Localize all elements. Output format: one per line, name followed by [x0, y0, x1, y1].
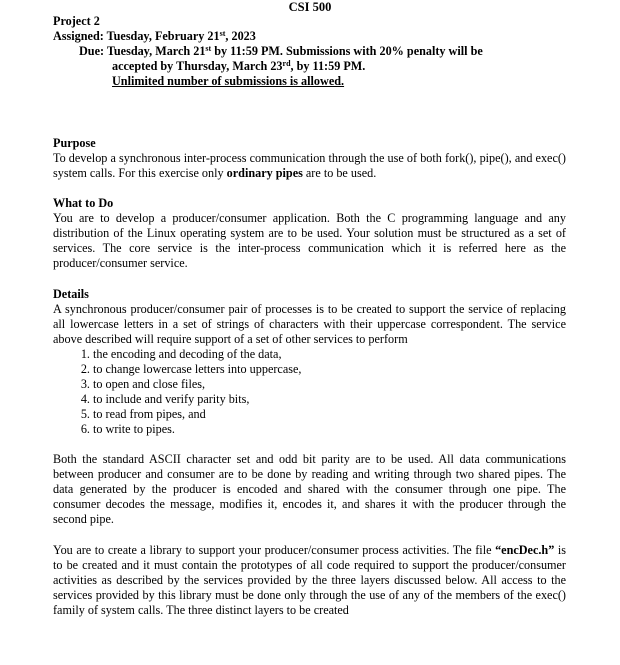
assigned-date: Assigned: Tuesday, February 21st, 2023	[53, 29, 256, 43]
services-list	[53, 347, 566, 437]
details-heading: Details	[53, 287, 89, 301]
due-line-2: accepted by Thursday, March 23rd, by 11:59 PM.	[112, 59, 366, 73]
list-item: 6. to write to pipes.	[93, 422, 566, 437]
paragraph-text: Both the standard ASCII character set and odd bit parity are to be used. All data communications between producer and consumer are to be done by reading and writing through two shared pipes. The data generated by the producer is encoded and shared with the consumer through one pipe. The consumer decodes the message, modifies it, encodes it, and shares it with the producer through the second pipe.	[53, 452, 566, 526]
course-title: CSI 500	[288, 0, 332, 14]
paragraph-text: You are to create a library to support your producer/consumer process activities. The file “encDec.h” is to be created and it must contain the prototypes of all code required to support the producer/consumer activities as described by the services provided by the three layers discussed below. All access to the services provided by this library must be done only through the use of any of the members of the exec() family of system calls. The three distinct layers to be created	[53, 543, 566, 617]
list-item: 4. to include and verify parity bits,	[93, 392, 566, 407]
purpose-text: To develop a synchronous inter-process communication through the use of both fork(), pipe(), and exec() system calls. For this exercise only ordinary pipes are to be used.	[53, 151, 566, 180]
details-intro: A synchronous producer/consumer pair of processes is to be created to support the service of replacing all lowercase letters in a set of strings of characters with their uppercase correspondent. The service above described will require support of a set of other services to perform	[53, 302, 566, 346]
list-item: 3. to open and close files,	[93, 377, 566, 392]
purpose-section	[53, 136, 566, 181]
what-to-do-heading: What to Do	[53, 196, 114, 210]
list-item: 5. to read from pipes, and	[93, 407, 566, 422]
what-to-do-section	[53, 196, 566, 271]
due-line-1: Due: Tuesday, March 21st by 11:59 PM. Submissions with 20% penalty will be	[79, 44, 483, 58]
due-date-block	[79, 44, 549, 89]
list-item: 2. to change lowercase letters into uppercase,	[93, 362, 566, 377]
purpose-heading: Purpose	[53, 136, 96, 150]
what-to-do-text: You are to develop a producer/consumer application. Both the C programming language and any distribution of the Linux operating system are to be used. Your solution must be structured as a set of services. The core service is the inter-process communication which it is referred here as the producer/consumer service.	[53, 211, 566, 270]
details-section	[53, 287, 566, 437]
unlimited-submissions-note: Unlimited number of submissions is allowed.	[112, 74, 345, 88]
list-item: 1. the encoding and decoding of the data,	[93, 347, 566, 362]
library-paragraph	[53, 543, 566, 618]
data-communication-paragraph	[53, 452, 566, 527]
project-title: Project 2	[53, 14, 100, 28]
